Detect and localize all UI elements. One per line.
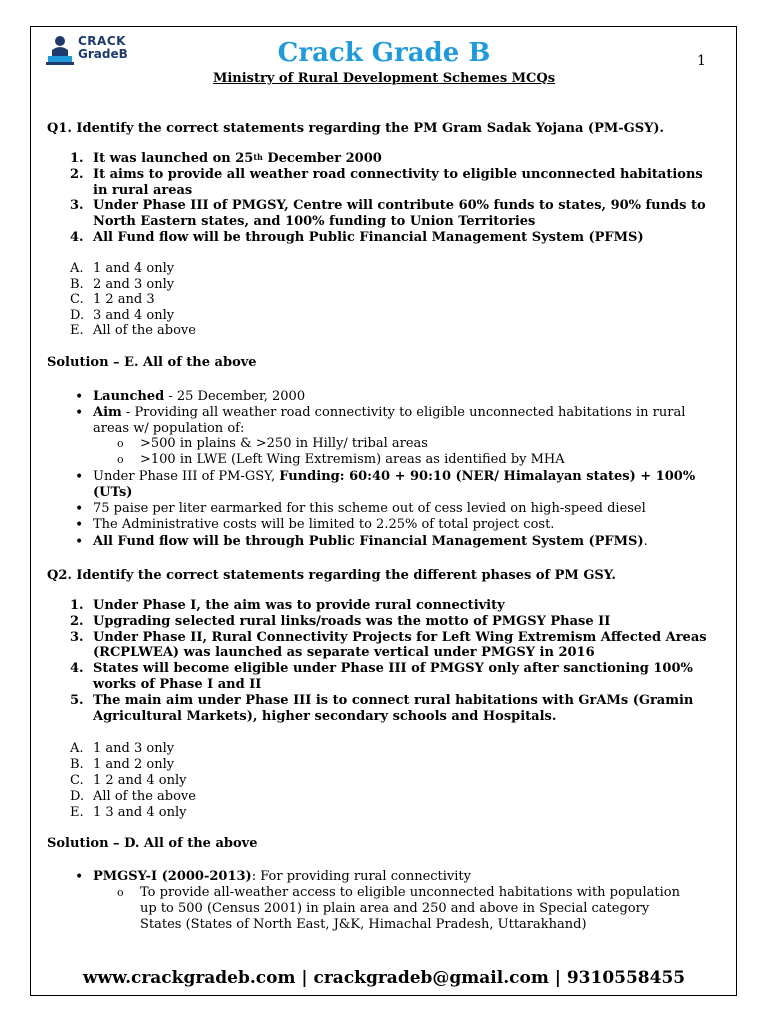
circle-bullet-icon: o <box>117 453 124 466</box>
q2-statement-number: 3. <box>70 630 84 645</box>
q1-statement-3-line2: North Eastern states, and 100% funding to Union Territories <box>93 214 536 229</box>
q2-statement-number: 4. <box>70 661 84 676</box>
q1-statement-4: All Fund flow will be through Public Financial Management System (PFMS) <box>93 230 644 245</box>
q2-statement-4-line1: States will become eligible under Phase III of PMGSY only after sanctioning 100% <box>93 661 693 676</box>
q1-option-b: 2 and 3 only <box>93 277 175 292</box>
q2-statement-5-line2: Agricultural Markets), higher secondary schools and Hospitals. <box>93 709 557 724</box>
q2-statement-5-line1: The main aim under Phase III is to connect rural habitations with GrAMs (Gramin <box>93 693 694 708</box>
q2-statement-3-line2: (RCPLWEA) was launched as separate vertical under PMGSY in 2016 <box>93 645 595 660</box>
bullet-icon: • <box>75 469 84 485</box>
bullet-icon: • <box>75 405 84 421</box>
brand-title: Crack Grade B <box>277 38 491 68</box>
q1-statement-1: It was launched on 25th December 2000 <box>93 151 382 166</box>
q1-note-launched: Launched - 25 December, 2000 <box>93 389 306 404</box>
q2-option-letter: D. <box>70 789 85 804</box>
q2-option-letter: E. <box>70 805 84 820</box>
q1-option-e: All of the above <box>93 323 196 338</box>
q1-option-letter: C. <box>70 292 84 307</box>
q1-question: Q1. Identify the correct statements regarding the PM Gram Sadak Yojana (PM-GSY). <box>47 121 665 136</box>
q2-statement-3-line1: Under Phase II, Rural Connectivity Projects for Left Wing Extremism Affected Areas <box>93 630 707 645</box>
q2-note-sub3: States (States of North East, J&K, Himachal Pradesh, Uttarakhand) <box>140 917 587 932</box>
bullet-icon: • <box>75 389 84 405</box>
page-number: 1 <box>697 53 706 69</box>
q1-note-phase: Under Phase III of PM-GSY, Funding: 60:40 + 90:10 (NER/ Himalayan states) + 100% <box>93 469 696 484</box>
q2-statement-4-line2: works of Phase I and II <box>93 677 262 692</box>
bullet-icon: • <box>75 869 84 885</box>
q2-statement-1: Under Phase I, the aim was to provide rural connectivity <box>93 598 505 613</box>
logo-text-crack: CRACK <box>78 34 126 48</box>
q2-note-sub2: up to 500 (Census 2001) in plain area and 250 and above in Special category <box>140 901 650 916</box>
q1-note-sub1: >500 in plains & >250 in Hilly/ tribal areas <box>140 436 428 451</box>
q2-option-c: 1 2 and 4 only <box>93 773 187 788</box>
q2-solution: Solution – D. All of the above <box>47 836 258 851</box>
q1-option-d: 3 and 4 only <box>93 308 175 323</box>
q1-statement-2-line1: It aims to provide all weather road connectivity to eligible unconnected habitations <box>93 167 703 182</box>
bullet-icon: • <box>75 501 84 517</box>
q1-option-letter: D. <box>70 308 85 323</box>
q2-option-letter: B. <box>70 757 84 772</box>
circle-bullet-icon: o <box>117 886 124 899</box>
q1-option-letter: B. <box>70 277 84 292</box>
q2-statement-number: 5. <box>70 693 84 708</box>
q2-statement-2: Upgrading selected rural links/roads was the motto of PMGSY Phase II <box>93 614 611 629</box>
logo-text-gradeb: GradeB <box>78 47 128 61</box>
footer-contact: www.crackgradeb.com | crackgradeb@gmail.com | 9310558455 <box>82 968 686 988</box>
q2-option-letter: C. <box>70 773 84 788</box>
circle-bullet-icon: o <box>117 437 124 450</box>
q1-note-paise: 75 paise per liter earmarked for this scheme out of cess levied on high-speed diesel <box>93 501 646 516</box>
q2-statement-number: 1. <box>70 598 84 613</box>
q2-option-a: 1 and 3 only <box>93 741 175 756</box>
q1-statement-number: 2. <box>70 167 84 182</box>
q2-option-e: 1 3 and 4 only <box>93 805 187 820</box>
q1-statement-number: 4. <box>70 230 84 245</box>
q1-option-letter: A. <box>70 261 84 276</box>
q1-statement-3-line1: Under Phase III of PMGSY, Centre will contribute 60% funds to states, 90% funds to <box>93 198 706 213</box>
q2-note-phase1: PMGSY-I (2000-2013): For providing rural connectivity <box>93 869 471 884</box>
document-subtitle: Ministry of Rural Development Schemes MCQs <box>212 71 556 86</box>
q1-note-sub2: >100 in LWE (Left Wing Extremism) areas as identified by MHA <box>140 452 565 467</box>
q1-note-admin: The Administrative costs will be limited to 2.25% of total project cost. <box>93 517 555 532</box>
q1-statement-number: 3. <box>70 198 84 213</box>
q1-option-c: 1 2 and 3 <box>93 292 155 307</box>
q2-question: Q2. Identify the correct statements regarding the different phases of PM GSY. <box>47 568 616 583</box>
q2-option-d: All of the above <box>93 789 196 804</box>
q2-note-sub1: To provide all-weather access to eligible unconnected habitations with population <box>140 885 681 900</box>
q1-option-a: 1 and 4 only <box>93 261 175 276</box>
q1-note-pfms: All Fund flow will be through Public Financial Management System (PFMS). <box>93 534 648 549</box>
q2-statement-number: 2. <box>70 614 84 629</box>
bullet-icon: • <box>75 517 84 533</box>
q1-solution: Solution – E. All of the above <box>47 355 257 370</box>
q2-option-letter: A. <box>70 741 84 756</box>
q1-statement-2-line2: in rural areas <box>93 183 193 198</box>
q2-option-b: 1 and 2 only <box>93 757 175 772</box>
q1-note-phase-line2: (UTs) <box>93 485 133 500</box>
q1-option-letter: E. <box>70 323 84 338</box>
q1-statement-number: 1. <box>70 151 84 166</box>
q1-note-aim-line2: areas w/ population of: <box>93 421 245 436</box>
q1-note-aim: Aim - Providing all weather road connectivity to eligible unconnected habitations in rural <box>93 405 686 420</box>
bullet-icon: • <box>75 534 84 550</box>
